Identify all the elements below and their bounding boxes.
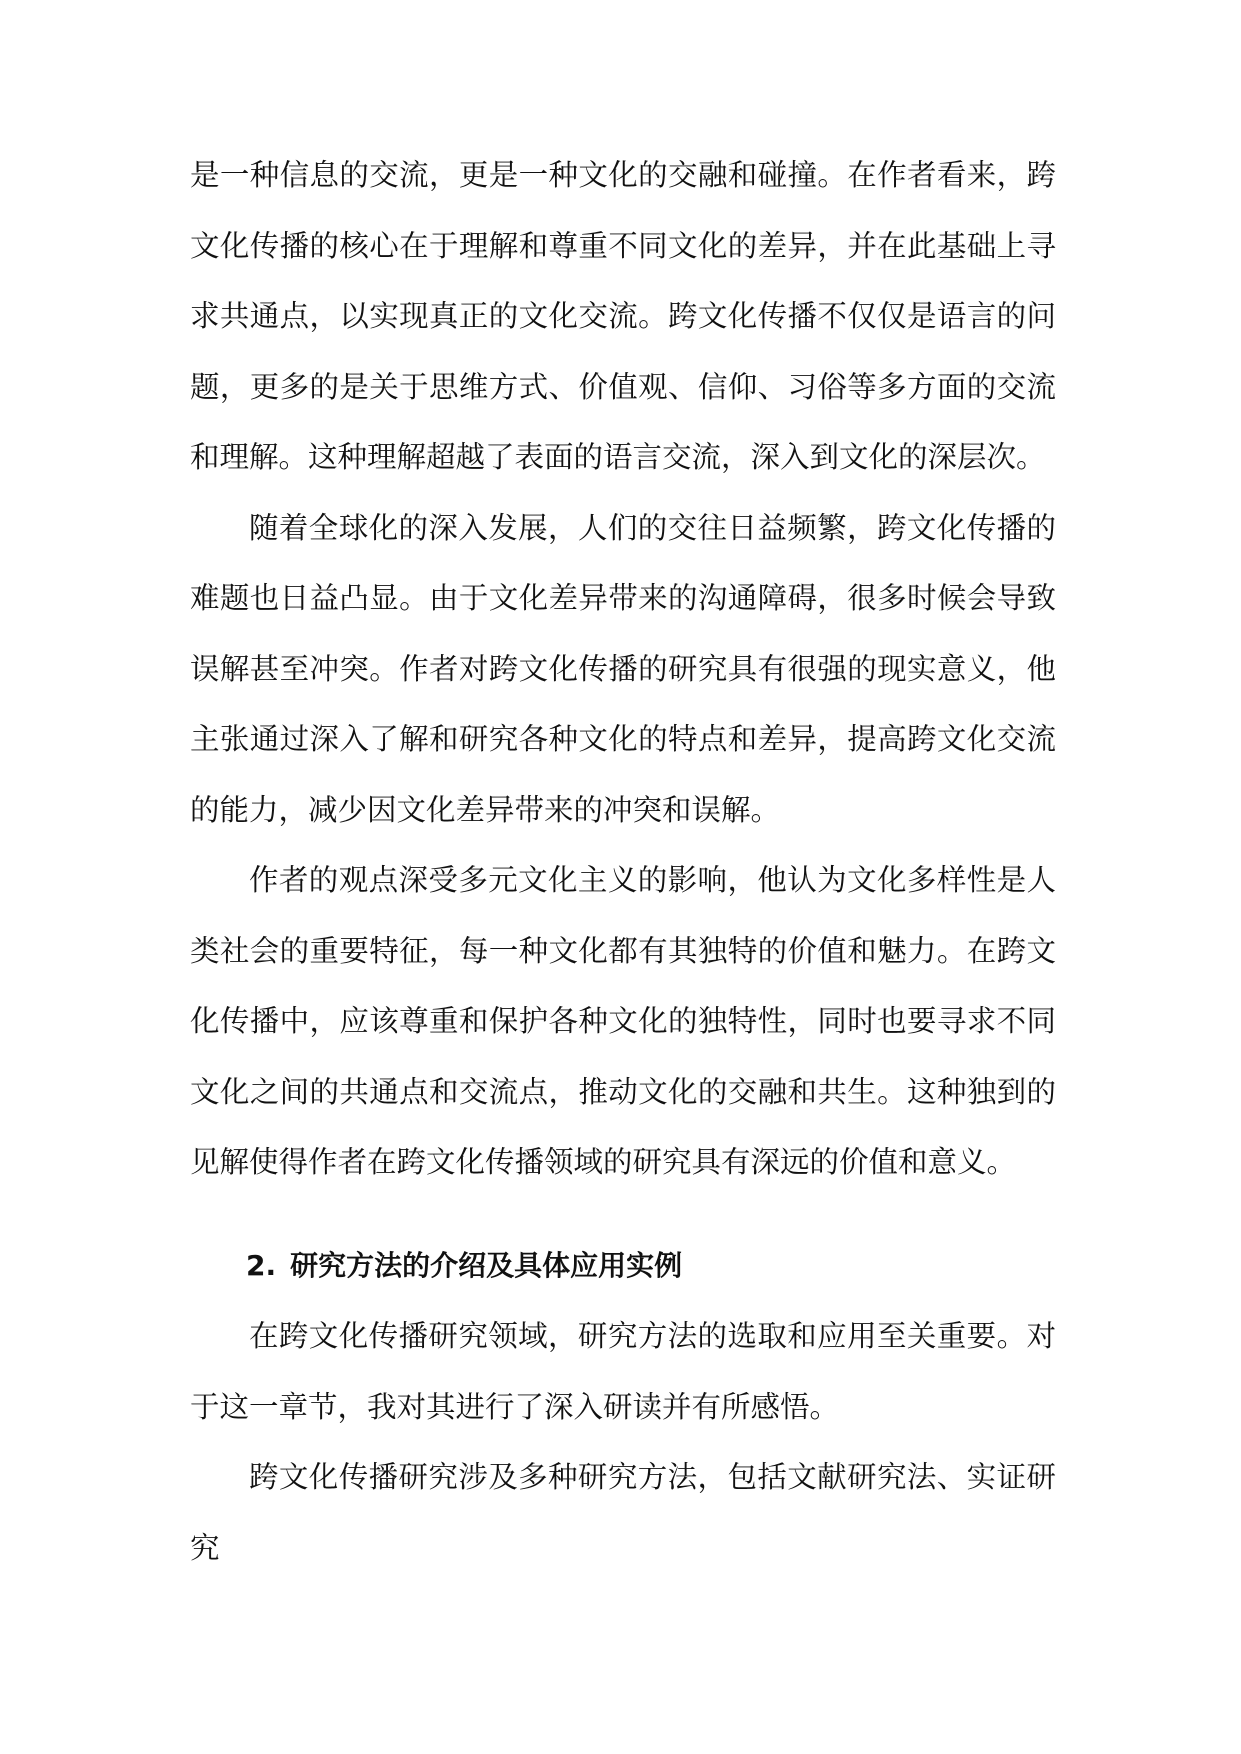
paragraph-4: 在跨文化传播研究领域，研究方法的选取和应用至关重要。对于这一章节，我对其进行了深入研读并有所感悟。	[190, 1319, 1056, 1424]
section-heading	[190, 1198, 1056, 1302]
section-title: 研究方法的介绍及具体应用实例	[290, 1248, 683, 1282]
document-body	[190, 140, 1056, 1583]
paragraph-5: 跨文化传播研究涉及多种研究方法，包括文献研究法、实证研究	[190, 1460, 1056, 1565]
paragraph-3: 作者的观点深受多元文化主义的影响，他认为文化多样性是人类社会的重要特征，每一种文化都有其独特的价值和魅力。在跨文化传播中，应该尊重和保护各种文化的独特性，同时也要寻求不同文化之间的共通点和交流点，推动文化的交融和共生。这种独到的见解使得作者在跨文化传播领域的研究具有深远的价值和意义。	[190, 863, 1056, 1179]
paragraph-1: 是一种信息的交流，更是一种文化的交融和碰撞。在作者看来，跨文化传播的核心在于理解和尊重不同文化的差异，并在此基础上寻求共通点，以实现真正的文化交流。跨文化传播不仅仅是语言的问题，更多的是关于思维方式、价值观、信仰、习俗等多方面的交流和理解。这种理解超越了表面的语言交流，深入到文化的深层次。	[190, 158, 1056, 474]
section-number: 2.	[246, 1248, 277, 1282]
paragraph-2: 随着全球化的深入发展，人们的交往日益频繁，跨文化传播的难题也日益凸显。由于文化差异带来的沟通障碍，很多时候会导致误解甚至冲突。作者对跨文化传播的研究具有很强的现实意义，他主张通过深入了解和研究各种文化的特点和差异，提高跨文化交流的能力，减少因文化差异带来的冲突和误解。	[190, 510, 1056, 827]
